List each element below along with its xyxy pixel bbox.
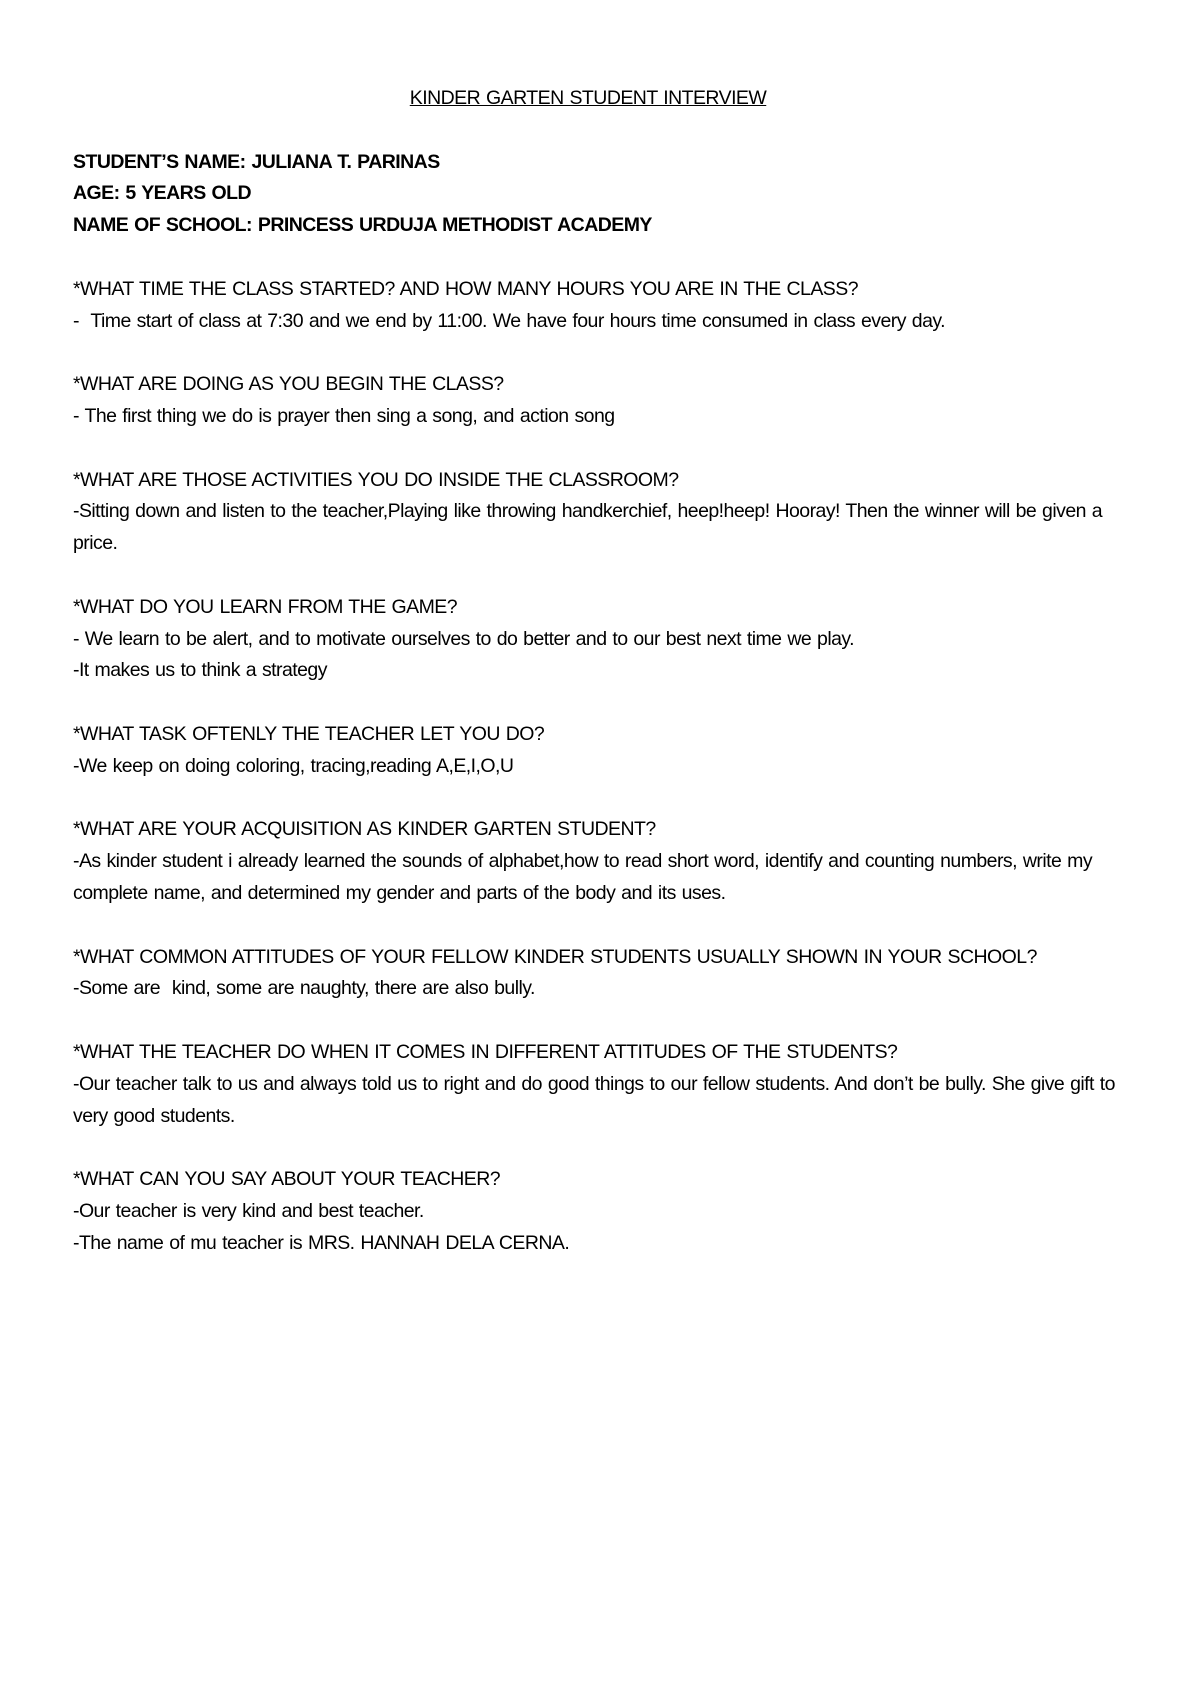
- qa-item: [73, 1164, 1133, 1259]
- qa-item: [73, 719, 1133, 783]
- blank-line: [73, 783, 1133, 815]
- document-title: KINDER GARTEN STUDENT INTERVIEW: [409, 87, 767, 109]
- answer: -Our teacher is very kind and best teacher.: [73, 1199, 424, 1222]
- student-name: STUDENT’S NAME: JULIANA T. PARINAS: [73, 150, 440, 173]
- qa-item: [73, 465, 1133, 560]
- question: *WHAT TIME THE CLASS STARTED? AND HOW MANY HOURS YOU ARE IN THE CLASS?: [73, 277, 859, 300]
- blank-line: [73, 242, 1133, 274]
- question: *WHAT ARE DOING AS YOU BEGIN THE CLASS?: [73, 373, 504, 396]
- blank-line: [73, 560, 1133, 592]
- blank-line: [73, 1132, 1133, 1164]
- school-name: NAME OF SCHOOL: PRINCESS URDUJA METHODIST ACADEMY: [73, 214, 652, 237]
- answer: -It makes us to think a strategy: [73, 659, 327, 682]
- student-age: AGE: 5 YEARS OLD: [73, 182, 252, 205]
- qa-item: [73, 274, 1133, 338]
- blank-line: [73, 115, 1133, 147]
- answer: -Sitting down and listen to the teacher,Playing like throwing handkerchief, heep!heep! Hooray! Then the winner will be given a price.: [73, 500, 1108, 555]
- qa-item: [73, 1037, 1133, 1132]
- question: *WHAT TASK OFTENLY THE TEACHER LET YOU DO?: [73, 722, 545, 745]
- answer: -We keep on doing coloring, tracing,reading A,E,I,O,U: [73, 754, 514, 777]
- qa-item: [73, 814, 1133, 909]
- document-body: [73, 83, 1133, 1259]
- question: *WHAT COMMON ATTITUDES OF YOUR FELLOW KINDER STUDENTS USUALLY SHOWN IN YOUR SCHOOL?: [73, 945, 1037, 968]
- blank-line: [73, 687, 1133, 719]
- answer: -Our teacher talk to us and always told us to right and do good things to our fellow students. And don’t be bully. She give gift to very good students.: [73, 1072, 1121, 1127]
- answer: -Some are kind, some are naughty, there are also bully.: [73, 977, 535, 1000]
- answer: - We learn to be alert, and to motivate ourselves to do better and to our best next time we play.: [73, 627, 855, 650]
- answer: -As kinder student i already learned the sounds of alphabet,how to read short word, identify and counting numbers, write my complete name, and determined my gender and parts of the body and its uses.: [73, 850, 1098, 904]
- blank-line: [73, 337, 1133, 369]
- question: *WHAT DO YOU LEARN FROM THE GAME?: [73, 595, 458, 618]
- question: *WHAT CAN YOU SAY ABOUT YOUR TEACHER?: [73, 1168, 501, 1191]
- question: *WHAT THE TEACHER DO WHEN IT COMES IN DIFFERENT ATTITUDES OF THE STUDENTS?: [73, 1040, 898, 1063]
- blank-line: [73, 910, 1133, 942]
- blank-line: [73, 433, 1133, 465]
- qa-item: [73, 369, 1133, 433]
- qa-item: [73, 942, 1133, 1006]
- question: *WHAT ARE YOUR ACQUISITION AS KINDER GARTEN STUDENT?: [73, 818, 656, 841]
- answer: - The first thing we do is prayer then sing a song, and action song: [73, 404, 615, 427]
- blank-line: [73, 1005, 1133, 1037]
- answer: -The name of mu teacher is MRS. HANNAH DELA CERNA.: [73, 1231, 570, 1254]
- question: *WHAT ARE THOSE ACTIVITIES YOU DO INSIDE THE CLASSROOM?: [73, 468, 679, 491]
- answer: - Time start of class at 7:30 and we end by 11:00. We have four hours time consumed in class every day.: [73, 309, 945, 332]
- qa-item: [73, 592, 1133, 687]
